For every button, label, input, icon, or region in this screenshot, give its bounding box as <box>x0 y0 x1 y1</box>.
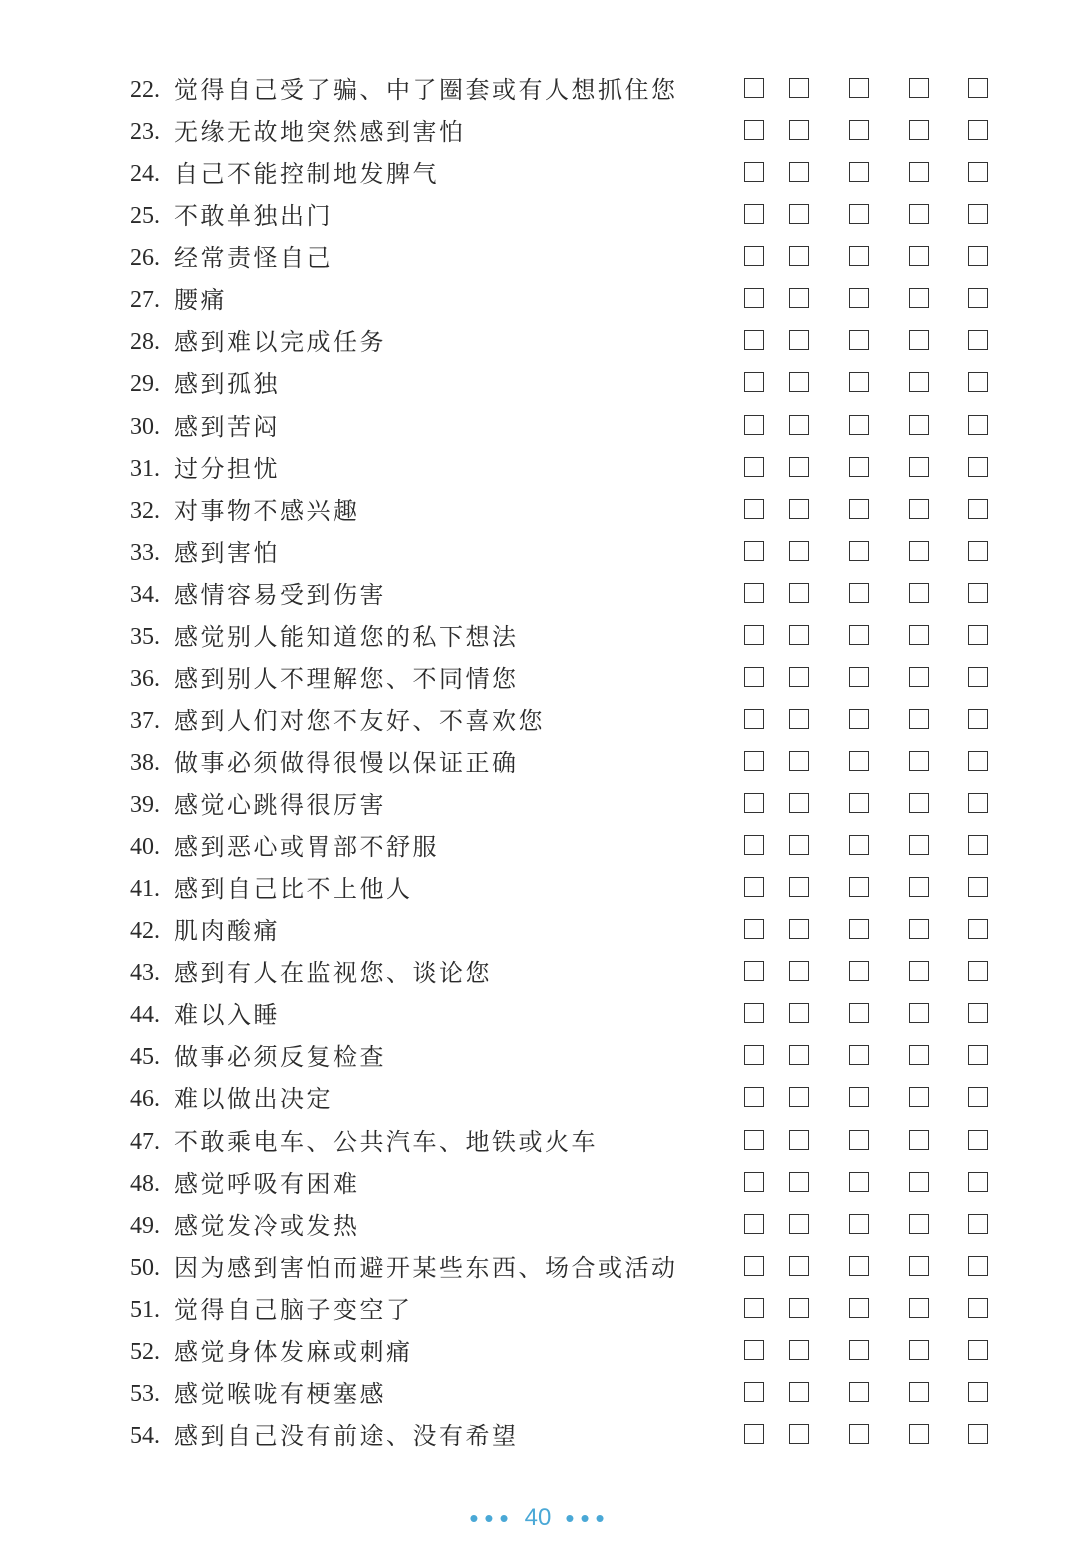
rating-checkbox-5[interactable] <box>968 162 988 182</box>
rating-checkbox-2[interactable] <box>789 162 809 182</box>
question-row <box>0 363 1080 405</box>
rating-checkbox-3[interactable] <box>849 162 869 182</box>
rating-checkbox-1[interactable] <box>744 835 764 855</box>
rating-checkbox-2[interactable] <box>789 1424 809 1444</box>
rating-checkbox-2[interactable] <box>789 120 809 140</box>
rating-checkbox-5[interactable] <box>968 1130 988 1150</box>
question-number: 41. <box>130 876 160 903</box>
rating-checkbox-3[interactable] <box>849 1003 869 1023</box>
rating-checkbox-2[interactable] <box>789 961 809 981</box>
rating-checkbox-5[interactable] <box>968 1045 988 1065</box>
rating-checkbox-3[interactable] <box>849 1087 869 1107</box>
question-number: 40. <box>130 834 160 861</box>
question-text: 觉得自己脑子变空了 <box>174 1295 413 1324</box>
question-number: 26. <box>130 245 160 272</box>
rating-checkbox-5[interactable] <box>968 583 988 603</box>
question-number: 38. <box>130 750 160 776</box>
question-text: 感觉发冷或发热 <box>174 1211 360 1240</box>
rating-checkbox-1[interactable] <box>744 583 764 603</box>
rating-checkbox-5[interactable] <box>968 1340 988 1360</box>
rating-checkbox-1[interactable] <box>744 751 764 771</box>
rating-checkbox-1[interactable] <box>744 1003 764 1023</box>
question-number: 37. <box>130 707 160 734</box>
question-row <box>0 742 1080 784</box>
question-row <box>0 616 1080 658</box>
rating-checkbox-5[interactable] <box>968 120 988 140</box>
rating-checkbox-4[interactable] <box>909 625 929 645</box>
question-text: 感到人们对您不友好、不喜欢您 <box>174 706 545 735</box>
rating-checkbox-2[interactable] <box>789 1298 809 1318</box>
rating-checkbox-5[interactable] <box>968 751 988 771</box>
rating-checkbox-5[interactable] <box>968 667 988 687</box>
question-number: 31. <box>130 455 160 482</box>
rating-checkbox-1[interactable] <box>744 499 764 519</box>
question-row <box>0 69 1080 111</box>
rating-checkbox-2[interactable] <box>789 793 809 813</box>
rating-checkbox-4[interactable] <box>909 162 929 182</box>
question-text: 感情容易受到伤害 <box>174 580 386 609</box>
question-row <box>0 406 1080 448</box>
question-text: 感觉心跳得很厉害 <box>174 791 386 819</box>
rating-checkbox-3[interactable] <box>849 78 869 98</box>
rating-checkbox-1[interactable] <box>744 541 764 561</box>
question-number: 54. <box>130 1422 160 1449</box>
rating-checkbox-1[interactable] <box>744 667 764 687</box>
question-row <box>0 490 1080 532</box>
rating-checkbox-4[interactable] <box>909 1003 929 1023</box>
question-text: 感觉喉咙有梗塞感 <box>174 1379 386 1408</box>
question-number: 53. <box>130 1380 160 1407</box>
rating-checkbox-2[interactable] <box>789 667 809 687</box>
rating-checkbox-4[interactable] <box>909 1298 929 1318</box>
rating-checkbox-2[interactable] <box>789 1045 809 1065</box>
rating-checkbox-5[interactable] <box>968 499 988 519</box>
rating-checkbox-3[interactable] <box>849 1172 869 1192</box>
rating-checkbox-1[interactable] <box>744 1382 764 1402</box>
rating-checkbox-1[interactable] <box>744 330 764 350</box>
rating-checkbox-4[interactable] <box>909 667 929 687</box>
question-number: 47. <box>130 1128 160 1155</box>
question-row <box>0 952 1080 994</box>
rating-checkbox-5[interactable] <box>968 78 988 98</box>
rating-checkbox-1[interactable] <box>744 793 764 813</box>
page-footer <box>0 1498 1080 1538</box>
rating-checkbox-4[interactable] <box>909 751 929 771</box>
rating-checkbox-5[interactable] <box>968 877 988 897</box>
question-number: 34. <box>130 581 160 608</box>
question-number: 29. <box>130 371 160 398</box>
rating-checkbox-2[interactable] <box>789 1340 809 1360</box>
rating-checkbox-4[interactable] <box>909 541 929 561</box>
question-number: 23. <box>130 119 160 146</box>
question-text: 做事必须做得很慢以保证正确 <box>174 749 519 777</box>
question-row <box>0 1121 1080 1163</box>
rating-checkbox-3[interactable] <box>849 835 869 855</box>
question-text: 肌肉酸痛 <box>174 917 280 946</box>
rating-checkbox-5[interactable] <box>968 961 988 981</box>
rating-checkbox-2[interactable] <box>789 1172 809 1192</box>
question-text: 觉得自己受了骗、中了圈套或有人想抓住您 <box>174 76 678 104</box>
question-row <box>0 1289 1080 1331</box>
rating-checkbox-1[interactable] <box>744 1087 764 1107</box>
rating-checkbox-4[interactable] <box>909 204 929 224</box>
question-number: 30. <box>130 413 160 440</box>
rating-checkbox-5[interactable] <box>968 372 988 392</box>
rating-checkbox-4[interactable] <box>909 1382 929 1402</box>
question-row <box>0 994 1080 1036</box>
rating-checkbox-4[interactable] <box>909 1130 929 1150</box>
question-text: 感到孤独 <box>174 370 280 399</box>
rating-checkbox-2[interactable] <box>789 583 809 603</box>
rating-checkbox-1[interactable] <box>744 1172 764 1192</box>
question-row <box>0 1163 1080 1205</box>
rating-checkbox-3[interactable] <box>849 961 869 981</box>
rating-checkbox-5[interactable] <box>968 541 988 561</box>
rating-checkbox-1[interactable] <box>744 1256 764 1276</box>
rating-checkbox-3[interactable] <box>849 204 869 224</box>
rating-checkbox-5[interactable] <box>968 625 988 645</box>
question-row <box>0 1331 1080 1373</box>
rating-checkbox-1[interactable] <box>744 415 764 435</box>
page-number: 40 <box>524 1504 552 1531</box>
rating-checkbox-2[interactable] <box>789 835 809 855</box>
question-number: 51. <box>130 1296 160 1323</box>
rating-checkbox-3[interactable] <box>849 1130 869 1150</box>
rating-checkbox-5[interactable] <box>968 1172 988 1192</box>
question-text: 腰痛 <box>174 286 227 315</box>
rating-checkbox-4[interactable] <box>909 372 929 392</box>
rating-checkbox-2[interactable] <box>789 919 809 939</box>
rating-checkbox-3[interactable] <box>849 793 869 813</box>
question-text: 感觉别人能知道您的私下想法 <box>174 622 519 651</box>
rating-checkbox-1[interactable] <box>744 1130 764 1150</box>
question-number: 46. <box>130 1086 160 1113</box>
question-row <box>0 868 1080 910</box>
rating-checkbox-3[interactable] <box>849 499 869 519</box>
question-text: 因为感到害怕而避开某些东西、场合或活动 <box>174 1253 678 1282</box>
rating-checkbox-1[interactable] <box>744 709 764 729</box>
question-text: 经常责怪自己 <box>174 244 333 273</box>
question-text: 感到别人不理解您、不同情您 <box>174 664 519 693</box>
question-text: 无缘无故地突然感到害怕 <box>174 118 466 147</box>
rating-checkbox-4[interactable] <box>909 120 929 140</box>
question-number: 27. <box>130 287 160 314</box>
rating-checkbox-1[interactable] <box>744 1214 764 1234</box>
rating-checkbox-4[interactable] <box>909 835 929 855</box>
rating-checkbox-4[interactable] <box>909 919 929 939</box>
question-number: 32. <box>130 497 160 524</box>
rating-checkbox-4[interactable] <box>909 78 929 98</box>
rating-checkbox-5[interactable] <box>968 1424 988 1444</box>
question-number: 49. <box>130 1212 160 1239</box>
question-row <box>0 658 1080 700</box>
rating-checkbox-3[interactable] <box>849 541 869 561</box>
rating-checkbox-1[interactable] <box>744 625 764 645</box>
rating-checkbox-4[interactable] <box>909 1087 929 1107</box>
rating-checkbox-4[interactable] <box>909 499 929 519</box>
rating-checkbox-1[interactable] <box>744 78 764 98</box>
question-number: 44. <box>130 1002 160 1029</box>
question-row <box>0 574 1080 616</box>
rating-checkbox-3[interactable] <box>849 625 869 645</box>
rating-checkbox-2[interactable] <box>789 372 809 392</box>
question-text: 过分担忧 <box>174 454 280 483</box>
footer-dots-left: ••• <box>469 1503 515 1533</box>
rating-checkbox-3[interactable] <box>849 709 869 729</box>
question-row <box>0 448 1080 490</box>
question-row <box>0 111 1080 153</box>
question-row <box>0 237 1080 279</box>
question-text: 不敢单独出门 <box>174 202 333 231</box>
rating-checkbox-2[interactable] <box>789 1087 809 1107</box>
rating-checkbox-2[interactable] <box>789 415 809 435</box>
question-text: 感觉呼吸有困难 <box>174 1169 360 1198</box>
question-row <box>0 1373 1080 1415</box>
question-row <box>0 700 1080 742</box>
question-text: 感到有人在监视您、谈论您 <box>174 959 492 988</box>
rating-checkbox-2[interactable] <box>789 709 809 729</box>
question-row <box>0 1036 1080 1078</box>
question-row <box>0 153 1080 195</box>
rating-checkbox-5[interactable] <box>968 457 988 477</box>
question-number: 50. <box>130 1254 160 1281</box>
question-row <box>0 826 1080 868</box>
rating-checkbox-5[interactable] <box>968 1087 988 1107</box>
question-row <box>0 195 1080 237</box>
rating-checkbox-1[interactable] <box>744 1340 764 1360</box>
rating-checkbox-2[interactable] <box>789 330 809 350</box>
rating-checkbox-3[interactable] <box>849 751 869 771</box>
rating-checkbox-3[interactable] <box>849 1045 869 1065</box>
rating-checkbox-1[interactable] <box>744 919 764 939</box>
rating-checkbox-1[interactable] <box>744 162 764 182</box>
rating-checkbox-2[interactable] <box>789 625 809 645</box>
rating-checkbox-4[interactable] <box>909 288 929 308</box>
rating-checkbox-3[interactable] <box>849 288 869 308</box>
rating-checkbox-3[interactable] <box>849 877 869 897</box>
question-text: 做事必须反复检查 <box>174 1043 386 1072</box>
rating-checkbox-3[interactable] <box>849 330 869 350</box>
rating-checkbox-4[interactable] <box>909 709 929 729</box>
rating-checkbox-4[interactable] <box>909 1256 929 1276</box>
question-row <box>0 279 1080 321</box>
footer-dots-right: ••• <box>565 1503 611 1533</box>
rating-checkbox-1[interactable] <box>744 1298 764 1318</box>
rating-checkbox-3[interactable] <box>849 372 869 392</box>
rating-checkbox-2[interactable] <box>789 1130 809 1150</box>
rating-checkbox-5[interactable] <box>968 709 988 729</box>
question-row <box>0 1247 1080 1289</box>
rating-checkbox-1[interactable] <box>744 1424 764 1444</box>
rating-checkbox-3[interactable] <box>849 120 869 140</box>
rating-checkbox-5[interactable] <box>968 288 988 308</box>
rating-checkbox-5[interactable] <box>968 415 988 435</box>
rating-checkbox-5[interactable] <box>968 330 988 350</box>
question-number: 22. <box>130 77 160 103</box>
rating-checkbox-4[interactable] <box>909 246 929 266</box>
rating-checkbox-2[interactable] <box>789 1214 809 1234</box>
question-text: 感到自己比不上他人 <box>174 875 413 904</box>
rating-checkbox-5[interactable] <box>968 919 988 939</box>
rating-checkbox-2[interactable] <box>789 877 809 897</box>
rating-checkbox-3[interactable] <box>849 1382 869 1402</box>
rating-checkbox-4[interactable] <box>909 1340 929 1360</box>
rating-checkbox-3[interactable] <box>849 667 869 687</box>
rating-checkbox-1[interactable] <box>744 372 764 392</box>
rating-checkbox-5[interactable] <box>968 1256 988 1276</box>
question-text: 自己不能控制地发脾气 <box>174 160 439 189</box>
question-text: 感觉身体发麻或刺痛 <box>174 1337 413 1366</box>
rating-checkbox-5[interactable] <box>968 1382 988 1402</box>
rating-checkbox-5[interactable] <box>968 204 988 224</box>
rating-checkbox-2[interactable] <box>789 78 809 98</box>
rating-checkbox-2[interactable] <box>789 541 809 561</box>
rating-checkbox-1[interactable] <box>744 246 764 266</box>
rating-checkbox-1[interactable] <box>744 1045 764 1065</box>
rating-checkbox-4[interactable] <box>909 457 929 477</box>
question-row <box>0 321 1080 363</box>
question-row <box>0 1415 1080 1457</box>
question-number: 35. <box>130 623 160 650</box>
question-number: 43. <box>130 960 160 987</box>
question-text: 不敢乘电车、公共汽车、地铁或火车 <box>174 1127 598 1156</box>
rating-checkbox-2[interactable] <box>789 1382 809 1402</box>
rating-checkbox-4[interactable] <box>909 793 929 813</box>
question-number: 25. <box>130 203 160 230</box>
rating-checkbox-3[interactable] <box>849 1340 869 1360</box>
question-text: 感到恶心或胃部不舒服 <box>174 833 439 862</box>
rating-checkbox-2[interactable] <box>789 1003 809 1023</box>
question-number: 28. <box>130 329 160 356</box>
question-text: 感到自己没有前途、没有希望 <box>174 1421 519 1450</box>
question-text: 难以做出决定 <box>174 1085 333 1114</box>
rating-checkbox-3[interactable] <box>849 1298 869 1318</box>
question-text: 感到苦闷 <box>174 412 280 441</box>
rating-checkbox-5[interactable] <box>968 1298 988 1318</box>
rating-checkbox-5[interactable] <box>968 1214 988 1234</box>
rating-checkbox-2[interactable] <box>789 1256 809 1276</box>
rating-checkbox-3[interactable] <box>849 457 869 477</box>
question-row <box>0 1078 1080 1120</box>
rating-checkbox-4[interactable] <box>909 961 929 981</box>
rating-checkbox-2[interactable] <box>789 204 809 224</box>
rating-checkbox-2[interactable] <box>789 457 809 477</box>
rating-checkbox-2[interactable] <box>789 751 809 771</box>
question-number: 45. <box>130 1044 160 1071</box>
question-number: 36. <box>130 665 160 692</box>
rating-checkbox-3[interactable] <box>849 1256 869 1276</box>
rating-checkbox-1[interactable] <box>744 457 764 477</box>
rating-checkbox-5[interactable] <box>968 793 988 813</box>
rating-checkbox-3[interactable] <box>849 246 869 266</box>
rating-checkbox-2[interactable] <box>789 499 809 519</box>
question-text: 感到害怕 <box>174 538 280 567</box>
rating-checkbox-2[interactable] <box>789 288 809 308</box>
rating-checkbox-4[interactable] <box>909 1214 929 1234</box>
rating-checkbox-1[interactable] <box>744 120 764 140</box>
rating-checkbox-5[interactable] <box>968 1003 988 1023</box>
rating-checkbox-3[interactable] <box>849 415 869 435</box>
rating-checkbox-1[interactable] <box>744 288 764 308</box>
rating-checkbox-3[interactable] <box>849 919 869 939</box>
question-row <box>0 532 1080 574</box>
rating-checkbox-4[interactable] <box>909 330 929 350</box>
question-number: 48. <box>130 1170 160 1197</box>
question-row <box>0 784 1080 826</box>
question-number: 33. <box>130 539 160 566</box>
rating-checkbox-3[interactable] <box>849 583 869 603</box>
question-number: 24. <box>130 161 160 188</box>
rating-checkbox-5[interactable] <box>968 246 988 266</box>
rating-checkbox-3[interactable] <box>849 1214 869 1234</box>
question-number: 52. <box>130 1338 160 1365</box>
rating-checkbox-4[interactable] <box>909 1045 929 1065</box>
rating-checkbox-1[interactable] <box>744 961 764 981</box>
question-text: 难以入睡 <box>174 1001 280 1030</box>
rating-checkbox-5[interactable] <box>968 835 988 855</box>
rating-checkbox-1[interactable] <box>744 204 764 224</box>
rating-checkbox-2[interactable] <box>789 246 809 266</box>
rating-checkbox-4[interactable] <box>909 583 929 603</box>
question-text: 对事物不感兴趣 <box>174 496 360 525</box>
rating-checkbox-4[interactable] <box>909 1172 929 1192</box>
question-text: 感到难以完成任务 <box>174 328 386 357</box>
rating-checkbox-4[interactable] <box>909 1424 929 1444</box>
rating-checkbox-3[interactable] <box>849 1424 869 1444</box>
rating-checkbox-4[interactable] <box>909 415 929 435</box>
rating-checkbox-1[interactable] <box>744 877 764 897</box>
question-row <box>0 910 1080 952</box>
question-number: 39. <box>130 792 160 818</box>
question-number: 42. <box>130 918 160 945</box>
question-row <box>0 1205 1080 1247</box>
rating-checkbox-4[interactable] <box>909 877 929 897</box>
